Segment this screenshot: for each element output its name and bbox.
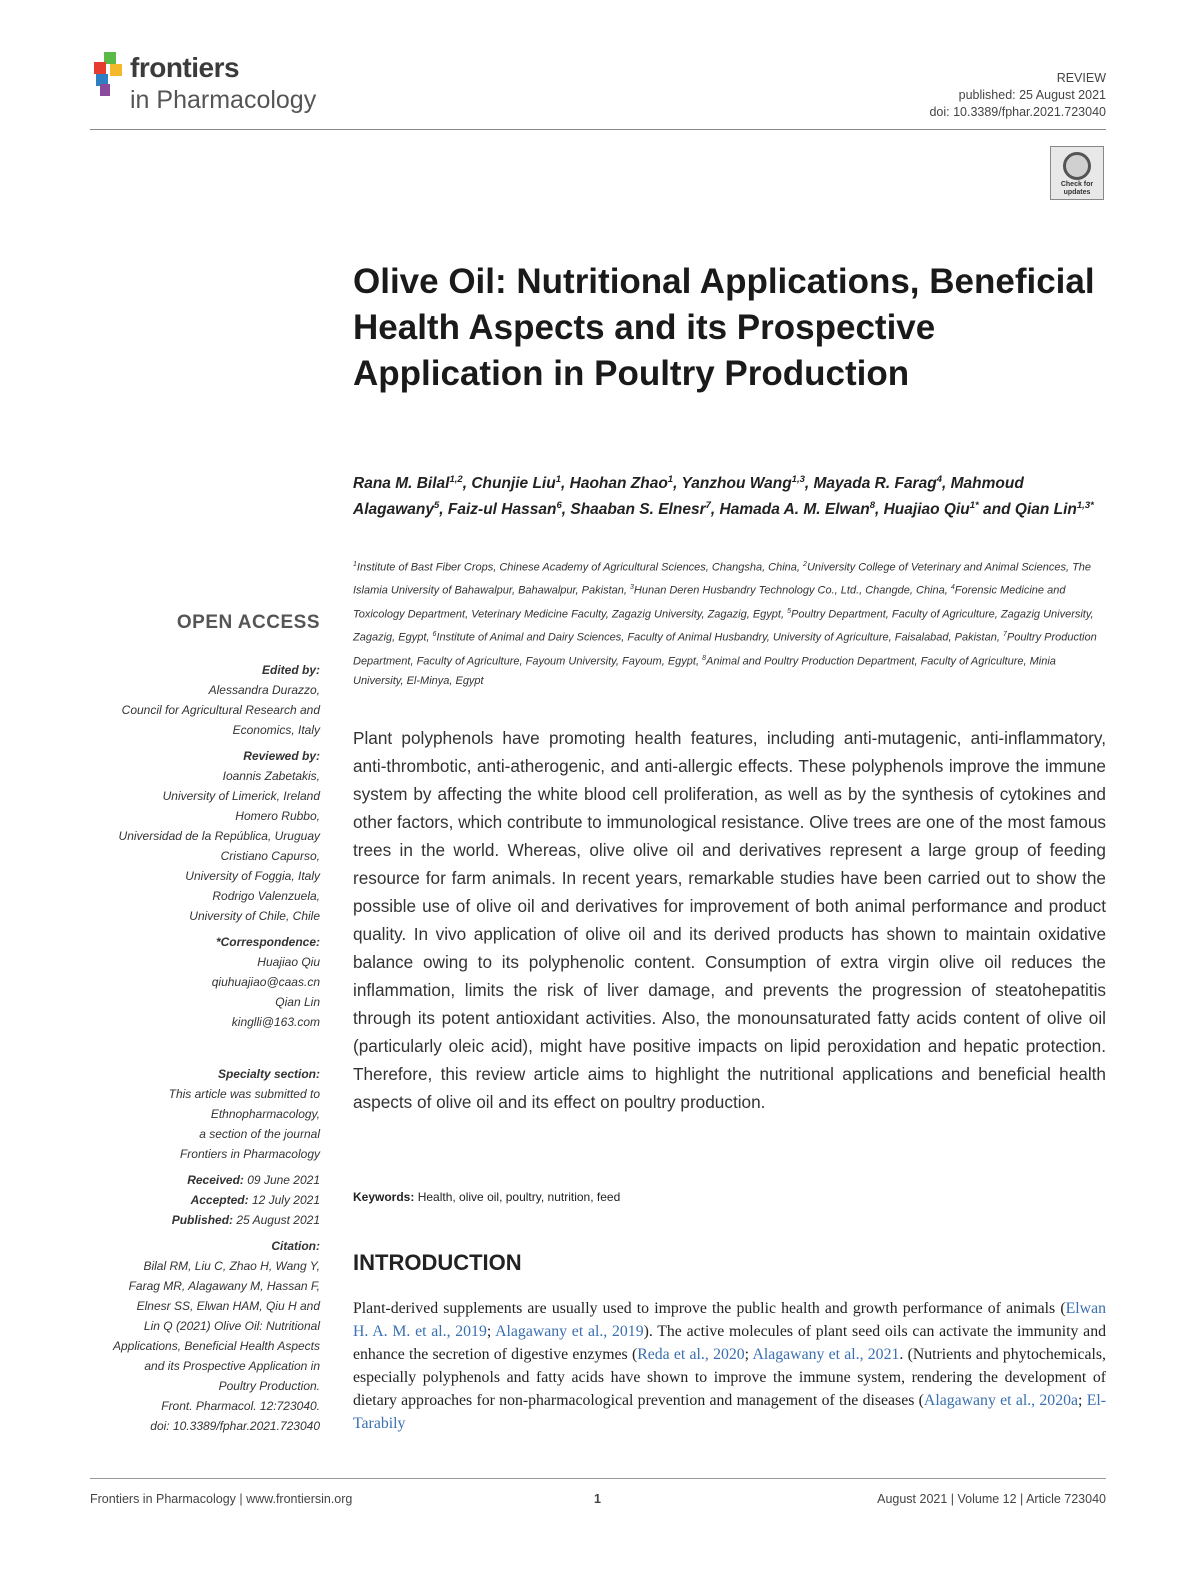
reviewed-by-label: Reviewed by: <box>243 749 320 763</box>
correspondence-line[interactable]: qiuhuajiao@caas.cn <box>211 975 320 989</box>
author-name[interactable]: Shaaban S. Elnesr <box>570 501 706 519</box>
author-separator: , <box>874 501 884 519</box>
published-date: published: 25 August 2021 <box>958 88 1106 102</box>
author-affiliation-marker: 1 <box>667 474 674 485</box>
specialty-line: a section of the journal <box>199 1127 320 1141</box>
author-separator: , <box>561 475 570 493</box>
affiliation-text: Animal and Poultry Production Department, Faculty of Agriculture, Minia University, El-Minya, Egypt <box>353 655 1056 688</box>
keywords <box>353 1188 1106 1206</box>
footer-divider <box>90 1478 1106 1479</box>
logo-brand-line2: in Pharmacology <box>130 86 317 114</box>
author-affiliation-marker: 6 <box>556 500 562 512</box>
editor-line: Economics, Italy <box>232 723 320 737</box>
check-updates-label: Check for updates <box>1060 181 1094 196</box>
specialty-section-label: Specialty section: <box>217 1067 320 1081</box>
correspondence-line: Huajiao Qiu <box>257 955 320 969</box>
specialty-line: Frontiers in Pharmacology <box>179 1147 320 1161</box>
author-separator: and <box>978 501 1015 519</box>
reviewer-line: University of Foggia, Italy <box>185 869 320 883</box>
author-affiliation-marker: 5 <box>433 500 440 512</box>
author-separator: , <box>710 501 720 519</box>
affiliation-marker: 7 <box>1002 631 1007 639</box>
affiliation-marker: 5 <box>787 607 791 615</box>
reviewer-line: Rodrigo Valenzuela, <box>212 889 320 903</box>
citation-line: doi: 10.3389/fphar.2021.723040 <box>150 1419 320 1433</box>
affiliation-text: Poultry Production Department, Faculty of Agriculture, Fayoum University, Fayoum, Egypt, <box>353 632 1097 668</box>
intro-text-run: Plant-derived supplements are usually used to improve the public health and growth performance of animals ( <box>353 1300 1066 1317</box>
accepted-date: Accepted: 12 July 2021 <box>190 1193 320 1207</box>
author-separator: , <box>941 475 951 493</box>
affiliation-marker: 8 <box>702 654 706 662</box>
author-name[interactable]: Yanzhou Wang <box>681 475 792 493</box>
intro-text-run: ; <box>1078 1392 1087 1409</box>
author-name[interactable]: Faiz-ul Hassan <box>447 501 557 519</box>
published-date-sidebar: Published: 25 August 2021 <box>171 1213 320 1227</box>
footer-journal[interactable]: Frontiers in Pharmacology | www.frontiersin.org <box>90 1492 353 1506</box>
update-check-icon <box>1063 152 1091 180</box>
article-meta <box>929 70 1106 121</box>
abstract-text: Plant polyphenols have promoting health features, including anti-mutagenic, anti-inflammatory, anti-thrombotic, anti-atherogenic, and anti-allergic effects. These polyphenols improve the immune system by affecting the white blood cell proliferation, as well as by the synthesis of cytokines and other factors, which contribute to immunological resistance. Olive trees are one of the most famous trees in the world. Whereas, olive olive oil and derivatives represent a large group of feeding resource for farm animals. In recent years, remarkable studies have been carried out to show the possible use of olive oil and derivatives for improvement of both animal performance and product quality. In vivo application of olive oil and its derived products has shown to maintain oxidative balance owing to its polyphenolic content. Consumption of extra virgin olive oil reduces the inflammation, limits the risk of liver damage, and prevents the progression of steatohepatitis through its potent antioxidant activities. Also, the monounsaturated fatty acids content of olive oil (particularly oleic acid), might have positive impacts on lipid peroxidation and hepatic protection. Therefore, this review article aims to highlight the nutritional applications and beneficial health aspects of olive oil and its effect on poultry production. <box>353 728 1106 1112</box>
section-heading-introduction: INTRODUCTION <box>353 1250 522 1275</box>
introduction-text <box>353 1297 1106 1435</box>
citation-line: and its Prospective Application in <box>144 1359 320 1373</box>
affiliation-marker: 3 <box>629 584 634 592</box>
editor-line: Alessandra Durazzo, <box>208 683 320 697</box>
article-type: REVIEW <box>1056 71 1106 85</box>
keywords-list: Health, olive oil, poultry, nutrition, feed <box>414 1190 621 1204</box>
reviewer-line: Homero Rubbo, <box>235 809 320 823</box>
article-doi[interactable]: doi: 10.3389/fphar.2021.723040 <box>929 105 1106 119</box>
author-name[interactable]: Chunjie Liu <box>471 475 556 493</box>
reference-link[interactable]: Alagawany et al., 2020a <box>923 1392 1079 1409</box>
affiliation-marker: 2 <box>803 561 807 568</box>
intro-text-run: ; <box>744 1346 753 1363</box>
correspondence-list <box>80 952 320 1032</box>
citation-line: Elnesr SS, Elwan HAM, Qiu H and <box>136 1299 320 1313</box>
logo-brand-line1: frontiers <box>130 52 240 83</box>
intro-text-run: . (Nutrients and phytochemicals, especially polyphenols and fatty acids have shown to improve the immune system, rendering the development of dietary approaches for non-pharmacological prevention and management of the diseases ( <box>353 1346 1107 1409</box>
citation-line: Front. Pharmacol. 12:723040. <box>161 1399 320 1413</box>
specialty-section-text <box>80 1084 320 1164</box>
author-name[interactable]: Rana M. Bilal <box>353 475 450 493</box>
author-name[interactable]: Haohan Zhao <box>569 475 668 493</box>
intro-text-run: ). The active molecules of plant seed oils can activate the immunity and enhance the secretion of digestive enzymes ( <box>353 1323 1106 1363</box>
correspondence-label: *Correspondence: <box>215 935 320 949</box>
open-access-label: OPEN ACCESS <box>176 612 320 633</box>
affiliation-marker: 1 <box>353 561 357 568</box>
author-affiliation-marker: 4 <box>936 474 942 485</box>
author-list <box>353 469 1108 521</box>
author-name[interactable]: Huajiao Qiu <box>883 501 970 519</box>
affiliation-list <box>353 555 1108 692</box>
author-separator: , <box>439 501 448 519</box>
reference-link[interactable]: Alagawany et al., 2021 <box>752 1346 900 1363</box>
author-affiliation-marker: 1,3* <box>1076 500 1094 512</box>
author-name[interactable]: Mayada R. Farag <box>813 475 937 493</box>
footer-issue: August 2021 | Volume 12 | Article 723040 <box>877 1492 1106 1506</box>
frontiers-logo-icon <box>90 52 130 98</box>
specialty-line: This article was submitted to <box>168 1087 320 1101</box>
author-separator: , <box>804 475 814 493</box>
editor-line: Council for Agricultural Research and <box>121 703 320 717</box>
citation-line: Farag MR, Alagawany M, Hassan F, <box>128 1279 320 1293</box>
author-affiliation-marker: 1 <box>555 474 561 485</box>
affiliation-text: Institute of Animal and Dairy Sciences, Faculty of Animal Husbandry, University of Agriculture, Faisalabad, Pakistan, <box>436 632 1003 645</box>
affiliation-marker: 6 <box>432 631 437 639</box>
editor-list <box>80 680 320 740</box>
author-affiliation-marker: 8 <box>869 500 875 512</box>
journal-logo <box>90 50 350 125</box>
affiliation-marker: 4 <box>950 584 955 592</box>
page-number: 1 <box>594 1492 601 1506</box>
citation-line: Poultry Production. <box>218 1379 320 1393</box>
citation-label: Citation: <box>271 1239 320 1253</box>
correspondence-line: Qian Lin <box>275 995 320 1009</box>
author-separator: , <box>462 475 472 493</box>
reviewer-line: Ioannis Zabetakis, <box>222 769 320 783</box>
citation-line: Applications, Beneficial Health Aspects <box>113 1339 320 1353</box>
affiliation-text: Forensic Medicine and Toxicology Department, Veterinary Medicine Faculty, Zagazig University, Zagazig, Egypt, <box>353 585 1066 621</box>
author-affiliation-marker: 1,2 <box>449 474 463 485</box>
reviewer-line: University of Limerick, Ireland <box>162 789 320 803</box>
reviewer-list <box>80 766 320 926</box>
author-name[interactable]: Qian Lin <box>1014 501 1077 519</box>
reviewer-line: Cristiano Capurso, <box>220 849 320 863</box>
author-affiliation-marker: 7 <box>705 500 711 512</box>
affiliation-text: Poultry Department, Faculty of Agriculture, Zagazig University, Zagazig, Egypt, <box>353 608 1094 645</box>
intro-text-run: ; <box>486 1323 496 1340</box>
citation-line: Lin Q (2021) Olive Oil: Nutritional <box>143 1319 320 1333</box>
citation-line: Bilal RM, Liu C, Zhao H, Wang Y, <box>143 1259 320 1273</box>
citation-text <box>80 1256 320 1436</box>
article-title: Olive Oil: Nutritional Applications, Beneficial Health Aspects and its Prospective Application in Poultry Production <box>353 262 1095 393</box>
affiliation-text: Institute of Bast Fiber Crops, Chinese Academy of Agricultural Sciences, Changsha, China, <box>356 561 804 574</box>
correspondence-line[interactable]: kinglli@163.com <box>231 1015 320 1029</box>
keywords-label: Keywords: <box>353 1190 415 1204</box>
check-for-updates-badge[interactable] <box>1050 146 1104 200</box>
author-name[interactable]: Mahmoud Alagawany <box>353 475 1024 519</box>
reference-link[interactable]: Elwan H. A. M. et al., 2019 <box>353 1300 1106 1340</box>
reviewer-line: Universidad de la República, Uruguay <box>118 829 320 843</box>
reference-link[interactable]: El-Tarabily <box>353 1392 1106 1432</box>
edited-by-label: Edited by: <box>261 663 320 677</box>
reference-link[interactable]: Alagawany et al., 2019 <box>495 1323 644 1340</box>
specialty-line: Ethnopharmacology, <box>210 1107 320 1121</box>
affiliation-text: Hunan Deren Husbandry Technology Co., Ltd., Changde, China, <box>633 585 951 598</box>
article-sidebar <box>80 612 320 1436</box>
author-affiliation-marker: 1* <box>969 500 979 512</box>
received-date: Received: 09 June 2021 <box>187 1173 320 1187</box>
author-affiliation-marker: 1,3 <box>791 474 805 485</box>
header-divider <box>90 129 1106 130</box>
author-separator: , <box>561 501 571 519</box>
reviewer-line: University of Chile, Chile <box>189 909 320 923</box>
reference-link[interactable]: Reda et al., 2020 <box>637 1346 745 1363</box>
author-separator: , <box>673 475 682 493</box>
affiliation-text: University College of Veterinary and Animal Sciences, The Islamia University of Bahawalpur, Bahawalpur, Pakistan, <box>353 561 1092 598</box>
author-name[interactable]: Hamada A. M. Elwan <box>719 501 870 519</box>
